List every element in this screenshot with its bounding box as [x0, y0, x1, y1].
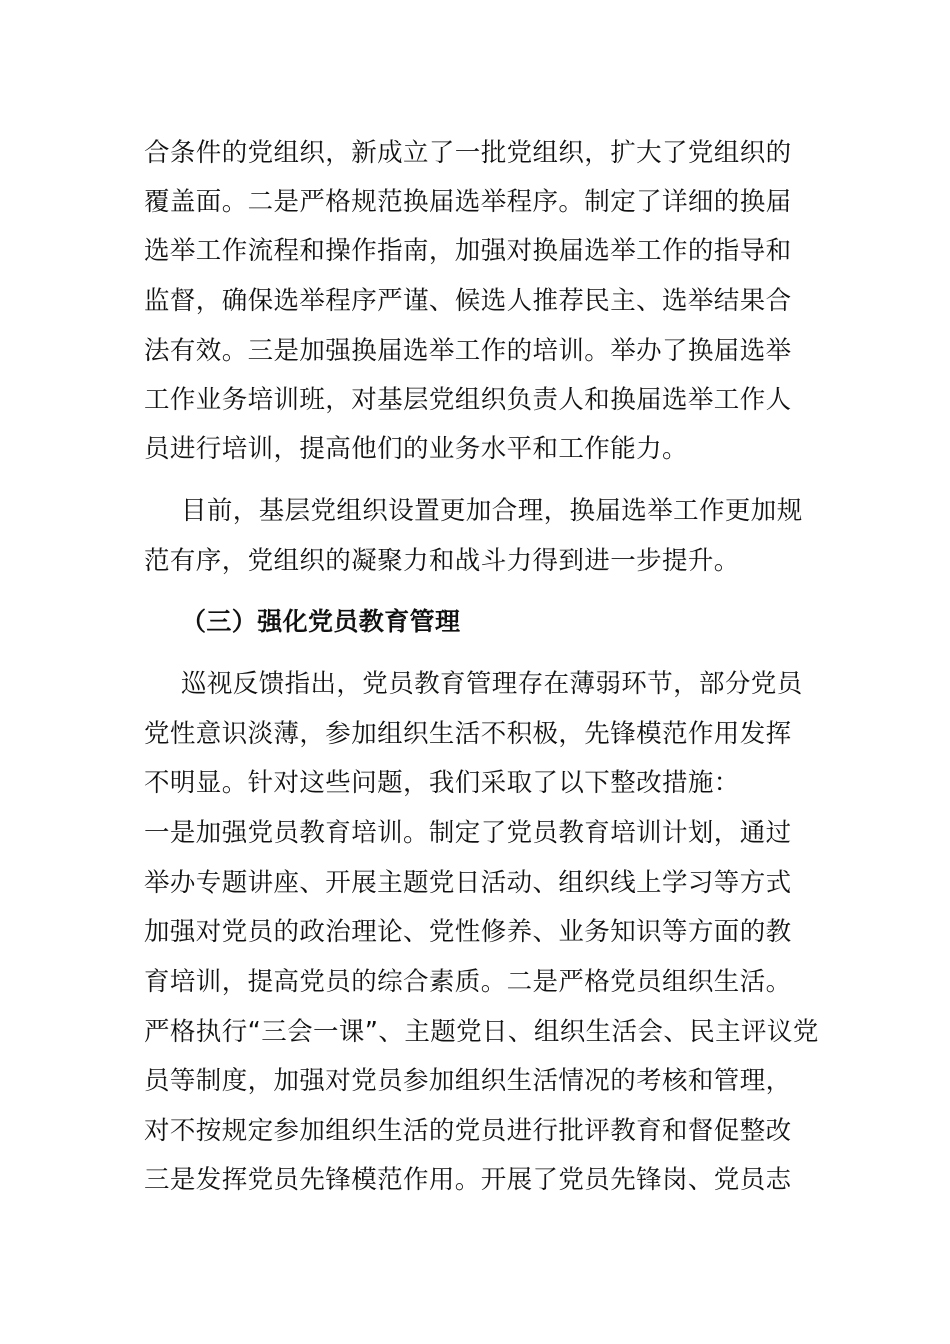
text-line: 范有序，党组织的凝聚力和战斗力得到进一步提升。: [144, 546, 740, 576]
text-line: 育培训，提高党员的综合素质。二是严格党员组织生活。: [144, 967, 792, 997]
text-line: 工作业务培训班，对基层党组织负责人和换届选举工作人: [144, 385, 792, 415]
text-line: 党性意识淡薄，参加组织生活不积极，先锋模范作用发挥: [144, 719, 792, 749]
text-line: 合条件的党组织，新成立了一批党组织，扩大了党组织的: [144, 138, 792, 168]
section-heading: （三）强化党员教育管理: [181, 607, 461, 636]
text-line: 严格执行“三会一课”、主题党日、组织生活会、民主评议党: [144, 1017, 819, 1047]
text-line: 举办专题讲座、开展主题党日活动、组织线上学习等方式: [144, 868, 792, 898]
text-line: 一是加强党员教育培训。制定了党员教育培训计划，通过: [144, 818, 792, 848]
paragraph-first-line: 巡视反馈指出，党员教育管理存在薄弱环节，部分党员: [181, 669, 803, 699]
text-line: 法有效。三是加强换届选举工作的培训。举办了换届选举: [144, 336, 792, 366]
text-line: 加强对党员的政治理论、党性修养、业务知识等方面的教: [144, 917, 792, 947]
paragraph-first-line: 目前，基层党组织设置更加合理，换届选举工作更加规: [181, 496, 803, 526]
text-line: 员等制度，加强对党员参加组织生活情况的考核和管理，: [144, 1066, 792, 1096]
text-line: 对不按规定参加组织生活的党员进行批评教育和督促整改: [144, 1116, 792, 1146]
text-line: 选举工作流程和操作指南，加强对换届选举工作的指导和: [144, 236, 792, 266]
text-line: 不明显。针对这些问题，我们采取了以下整改措施：: [144, 768, 740, 798]
text-line: 员进行培训，提高他们的业务水平和工作能力。: [144, 434, 688, 464]
text-line: 监督，确保选举程序严谨、候选人推荐民主、选举结果合: [144, 286, 792, 316]
text-line: 三是发挥党员先锋模范作用。开展了党员先锋岗、党员志: [144, 1165, 792, 1195]
text-line: 覆盖面。二是严格规范换届选举程序。制定了详细的换届: [144, 187, 792, 217]
